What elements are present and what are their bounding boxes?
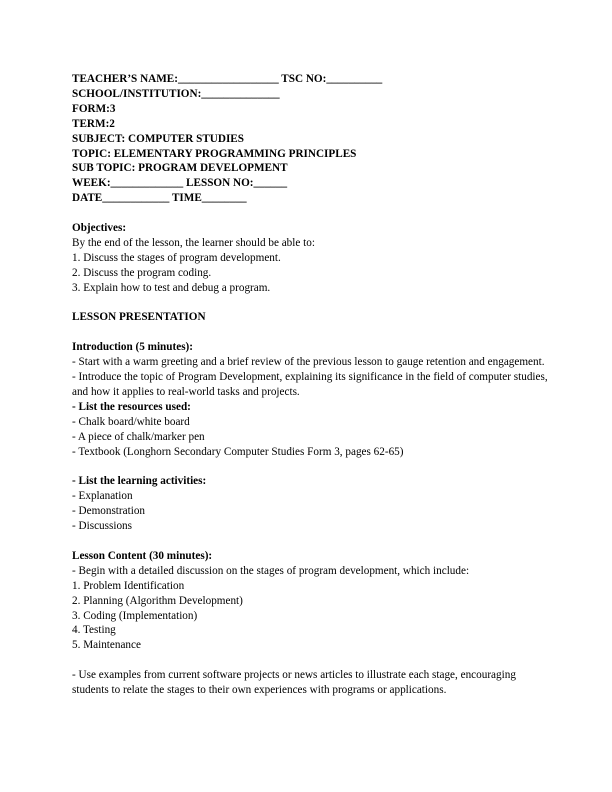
resource-item: - A piece of chalk/marker pen [72,430,205,443]
header-block [72,72,552,206]
lesson-content-section [72,549,552,698]
week-line: WEEK:_____________ LESSON NO:______ [72,177,288,190]
examples-paragraph: - Use examples from current software projects or news articles to illustrate each stage, encouraging students to relate the stages to their own experiences with programs or applications. [72,669,516,697]
date-line: DATE____________ TIME________ [72,192,247,205]
resource-item: - Textbook (Longhorn Secondary Computer Studies Form 3, pages 62-65) [72,445,404,458]
topic-line: TOPIC: ELEMENTARY PROGRAMMING PRINCIPLES [72,147,357,160]
activity-item: - Discussions [72,520,132,533]
introduction-paragraph: - Introduce the topic of Program Development, explaining its significance in the field of computer studies, and how it applies to real-world tasks and projects. [72,371,548,398]
resources-heading: - List the resources used: [72,400,191,413]
stage-item: 4. Testing [72,624,116,637]
objectives-heading: Objectives: [72,222,127,235]
form-line: FORM:3 [72,102,116,115]
introduction-paragraph: - Start with a warm greeting and a brief review of the previous lesson to gauge retention and engagement. [72,356,545,369]
lesson-content-heading: Lesson Content (30 minutes): [72,549,213,562]
stage-item: 1. Problem Identification [72,579,185,592]
subtopic-line: SUB TOPIC: PROGRAM DEVELOPMENT [72,162,288,175]
objectives-section [72,221,552,296]
introduction-section [72,340,552,400]
stage-item: 2. Planning (Algorithm Development) [72,594,243,607]
school-line: SCHOOL/INSTITUTION:______________ [72,87,280,100]
activities-heading: - List the learning activities: [72,475,207,488]
subject-line: SUBJECT: COMPUTER STUDIES [72,132,244,145]
resource-item: - Chalk board/white board [72,415,190,428]
stage-item: 3. Coding (Implementation) [72,609,198,622]
lesson-content-intro: - Begin with a detailed discussion on the stages of program development, which include: [72,564,470,577]
lesson-plan-page [72,72,552,698]
term-line: TERM:2 [72,117,115,130]
lesson-presentation-heading: LESSON PRESENTATION [72,311,206,324]
objective-item: 3. Explain how to test and debug a program. [72,281,271,294]
objective-item: 2. Discuss the program coding. [72,266,212,279]
objective-item: 1. Discuss the stages of program development. [72,251,281,264]
activity-item: - Explanation [72,490,133,503]
activities-section [72,474,552,534]
objectives-intro: By the end of the lesson, the learner should be able to: [72,236,315,249]
introduction-heading: Introduction (5 minutes): [72,341,193,354]
activity-item: - Demonstration [72,505,146,518]
resources-section [72,400,552,460]
stage-item: 5. Maintenance [72,639,141,652]
teacher-name-line: TEACHER’S NAME:__________________ TSC NO:__________ [72,73,383,85]
